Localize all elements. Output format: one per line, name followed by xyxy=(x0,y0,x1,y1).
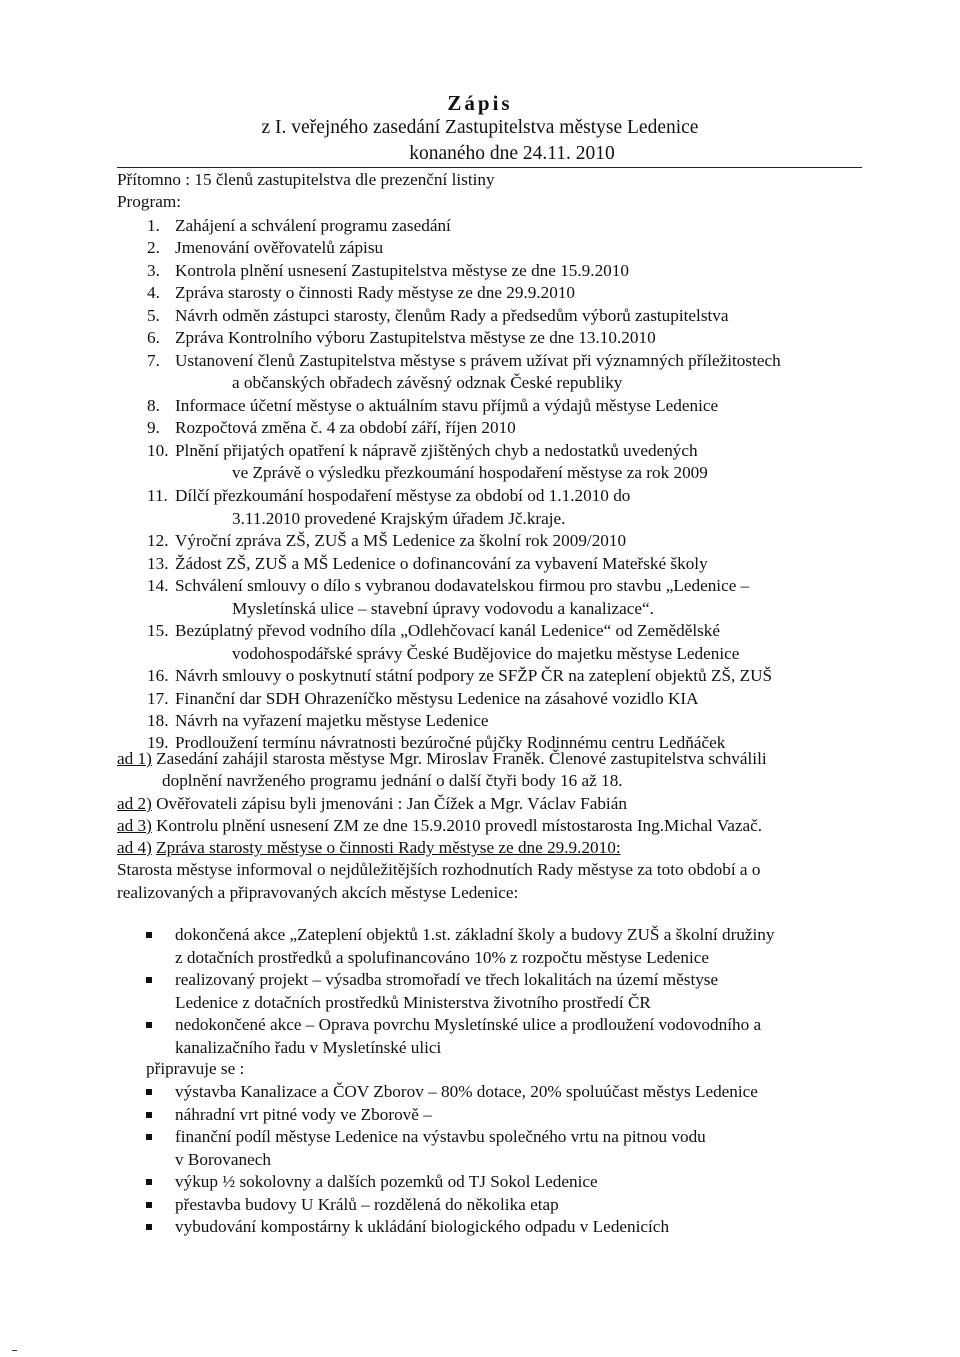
program-item-number: 5. xyxy=(147,306,160,325)
program-item-number: 7. xyxy=(147,351,160,370)
program-item: Plnění přijatých opatření k nápravě zjištěných chyb a nedostatků uvedených xyxy=(175,441,698,460)
bullet-icon xyxy=(146,1089,152,1095)
bullet-icon xyxy=(146,1134,152,1140)
bullet-item-cont: Ledenice z dotačních prostředků Ministerstva životního prostředí ČR xyxy=(175,992,651,1012)
program-item-cont: a občanských obřadech závěsný odznak České republiky xyxy=(232,373,623,392)
program-item-number: 14. xyxy=(147,576,169,595)
program-item: Prodloužení termínu návratnosti bezúročné půjčky Rodinnému centru Ledňáček xyxy=(175,733,726,752)
bullet-icon xyxy=(146,1179,152,1185)
report-intro-line: realizovaných a připravovaných akcích městyse Ledenice: xyxy=(117,883,519,902)
program-item-number: 4. xyxy=(147,283,160,302)
ad3-label: ad 3) xyxy=(117,816,152,835)
ad1-paragraph xyxy=(117,748,767,770)
bullet-icon xyxy=(146,977,152,983)
ad2-paragraph xyxy=(117,793,627,815)
program-item-number: 9. xyxy=(147,418,160,437)
bullet-icon xyxy=(146,1022,152,1028)
program-item-cont: 3.11.2010 provedené Krajským úřadem Jč.kraje. xyxy=(232,509,566,528)
bullet-item-cont: z dotačních prostředků a spolufinancováno 10% z rozpočtu městyse Ledenice xyxy=(175,947,710,967)
program-item: Finanční dar SDH Ohrazeníčko městysu Ledenice na zásahové vozidlo KIA xyxy=(175,689,699,708)
bullet-item: dokončená akce „Zateplení objektů 1.st. základní školy a budovy ZUŠ a školní družiny xyxy=(175,925,775,944)
program-item-number: 19. xyxy=(147,733,169,752)
program-item-number: 1. xyxy=(147,216,160,235)
bullet-icon xyxy=(146,1112,152,1118)
ad2-label: ad 2) xyxy=(117,794,152,813)
program-item: Kontrola plnění usnesení Zastupitelstva městyse ze dne 15.9.2010 xyxy=(175,261,629,280)
ad4-text: Zpráva starosty městyse o činnosti Rady městyse ze dne 29.9.2010: xyxy=(156,838,621,857)
program-item: Dílčí přezkoumání hospodaření městyse za období od 1.1.2010 do xyxy=(175,486,631,505)
program-item: Zahájení a schválení programu zasedání xyxy=(175,216,451,235)
bullet-item: přestavba budovy U Králů – rozdělená do několika etap xyxy=(175,1194,559,1214)
program-item: Rozpočtová změna č. 4 za období září, říjen 2010 xyxy=(175,418,516,437)
ad1-label: ad 1) xyxy=(117,749,152,768)
program-item: Návrh na vyřazení majetku městyse Ledenice xyxy=(175,711,489,730)
bullet-item: finanční podíl městyse Ledenice na výstavbu společného vrtu na pitnou vodu xyxy=(175,1127,706,1146)
bullet-item-cont: kanalizačního řadu v Mysletínské ulici xyxy=(175,1037,442,1057)
program-item: Návrh odměn zástupci starosty, členům Rady a předsedům výborů zastupitelstva xyxy=(175,306,729,325)
program-item: Žádost ZŠ, ZUŠ a MŠ Ledenice o dofinancování za vybavení Mateřské školy xyxy=(175,554,708,573)
ad4-label: ad 4) xyxy=(117,838,152,857)
program-item: Bezúplatný převod vodního díla „Odlehčovací kanál Ledenice“ od Zemědělské xyxy=(175,621,721,640)
ad2-text: Ověřovateli zápisu byli jmenováni : Jan Čížek a Mgr. Václav Fabián xyxy=(156,794,627,813)
program-item-number: 2. xyxy=(147,238,160,257)
ad3-text: Kontrolu plnění usnesení ZM ze dne 15.9.2010 provedl místostarosta Ing.Michal Vazač. xyxy=(156,816,763,835)
attendance: Přítomno : 15 členů zastupitelstva dle prezenční listiny xyxy=(117,170,495,189)
program-item-number: 16. xyxy=(147,666,169,685)
program-item: Návrh smlouvy o poskytnutí státní podpory ze SFŽP ČR na zateplení objektů ZŠ, ZUŠ xyxy=(175,666,773,685)
program-item-number: 12. xyxy=(147,531,169,550)
program-item-number: 15. xyxy=(147,621,169,640)
header-divider xyxy=(117,167,862,168)
bullet-item-cont: v Borovanech xyxy=(175,1149,271,1169)
meeting-date: konaného dne 24.11. 2010 xyxy=(409,143,615,164)
bullet-icon xyxy=(146,1224,152,1230)
program-item: Jmenování ověřovatelů zápisu xyxy=(175,238,384,257)
program-item-number: 18. xyxy=(147,711,169,730)
program-label: Program: xyxy=(117,192,181,211)
program-item: Informace účetní městyse o aktuálním stavu příjmů a výdajů městyse Ledenice xyxy=(175,396,719,415)
program-item-number: 10. xyxy=(147,441,169,460)
program-item: Ustanovení členů Zastupitelstva městyse s právem užívat při významných příležitostech xyxy=(175,351,781,370)
bullet-item: vybudování kompostárny k ukládání biologického odpadu v Ledenicích xyxy=(175,1217,670,1236)
program-item-cont: ve Zprávě o výsledku přezkoumání hospodaření městyse za rok 2009 xyxy=(232,463,708,482)
program-item-number: 6. xyxy=(147,328,160,347)
program-item-number: 3. xyxy=(147,261,160,280)
bullet-item: realizovaný projekt – výsadba stromořadí ve třech lokalitách na území městyse xyxy=(175,970,719,989)
program-item: Zpráva starosty o činnosti Rady městyse ze dne 29.9.2010 xyxy=(175,283,576,302)
program-item-number: 8. xyxy=(147,396,160,415)
bullet-item: výkup ½ sokolovny a dalších pozemků od TJ Sokol Ledenice xyxy=(175,1172,598,1191)
program-item-number: 17. xyxy=(147,689,169,708)
program-item-number: 11. xyxy=(147,486,168,505)
document-title: Zápis xyxy=(447,91,513,115)
bullet-item: výstavba Kanalizace a ČOV Zborov – 80% dotace, 20% spoluúčast městys Ledenice xyxy=(175,1082,758,1101)
meeting-title: z I. veřejného zasedání Zastupitelstva městyse Ledenice xyxy=(261,117,699,138)
program-item-cont: Mysletínská ulice – stavební úpravy vodovodu a kanalizace“. xyxy=(232,599,654,618)
scan-mark xyxy=(12,1350,17,1351)
program-item-number: 13. xyxy=(147,554,169,573)
bullet-item: náhradní vrt pitné vody ve Zborově – xyxy=(175,1104,432,1124)
ad1-text: Zasedání zahájil starosta městyse Mgr. Miroslav Franěk. Členové zastupitelstva schválili xyxy=(156,749,767,768)
ad4-paragraph xyxy=(117,837,621,859)
ad3-paragraph xyxy=(117,815,762,837)
program-item: Schválení smlouvy o dílo s vybranou dodavatelskou firmou pro stavbu „Ledenice – xyxy=(175,576,750,595)
program-item: Výroční zpráva ZŠ, ZUŠ a MŠ Ledenice za školní rok 2009/2010 xyxy=(175,531,627,550)
ad1-text-cont: doplnění navrženého programu jednání o další čtyři body 16 až 18. xyxy=(162,771,623,790)
program-item-cont: vodohospodářské správy České Budějovice do majetku městyse Ledenice xyxy=(232,644,740,663)
report-intro-line: Starosta městyse informoval o nejdůležitějších rozhodnutích Rady městyse za toto období a o xyxy=(117,860,761,879)
bullet-icon xyxy=(146,932,152,938)
bullet-item: nedokončené akce – Oprava povrchu Mysletínské ulice a prodloužení vodovodního a xyxy=(175,1015,762,1034)
prep-label: připravuje se : xyxy=(146,1059,245,1078)
bullet-icon xyxy=(146,1202,152,1208)
program-item: Zpráva Kontrolního výboru Zastupitelstva městyse ze dne 13.10.2010 xyxy=(175,328,656,347)
